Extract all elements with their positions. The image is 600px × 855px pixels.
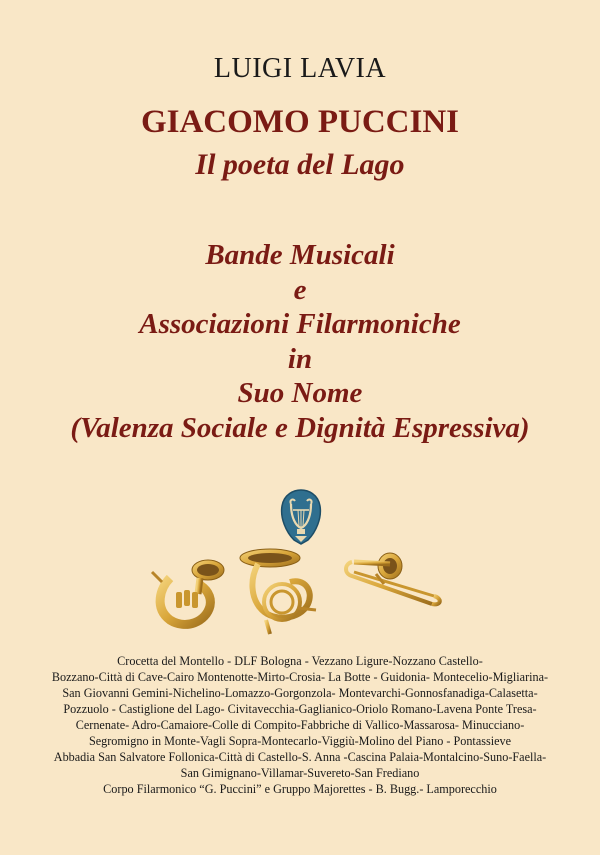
heading-line: Bande Musicali [205,239,395,271]
heading-line: e [293,273,307,306]
band-line: San Giovanni Gemini-Nichelino-Lomazzo-Gorgonzola- Montevarchi-Gonnosfanadiga-Calasetta- [62,686,538,700]
heading-line: in [287,342,313,375]
author-name: LUIGI LAVIA [213,53,387,84]
band-line: Bozzano-Città di Cave-Cairo Montenotte-Mirto-Crosia- La Botte - Guidonia- Montecelio-Migliarina- [51,670,549,684]
trombone-icon [346,553,440,604]
instruments-illustration [140,548,460,638]
book-title: GIACOMO PUCCINI [140,104,460,140]
bands-list [0,653,600,797]
band-line: Segromigno in Monte-Vagli Sopra-Montecarlo-Viggiù-Molino del Piano - Pontassieve [88,734,512,748]
book-subtitle: Il poeta del Lago [195,148,405,181]
lyre-emblem-icon [278,488,324,546]
band-line: Corpo Filarmonico “G. Puccini” e Gruppo Majorettes - B. Bugg.- Lamporecchio [103,782,497,796]
heading-line: Suo Nome [237,377,363,409]
band-line: Abbadia San Salvatore Follonica-Città di Castello-S. Anna -Cascina Palaia-Montalcino-Suno-Faella- [53,750,547,764]
tuba-icon [152,560,224,624]
french-horn-icon [240,549,316,634]
heading-block [0,238,600,445]
band-line: Cernenate- Adro-Camaiore-Colle di Compito-Fabbriche di Vallico-Massarosa- Minucciano- [75,718,525,732]
heading-line: (Valenza Sociale e Dignità Espressiva) [70,411,530,444]
heading-line: Associazioni Filarmoniche [139,308,461,340]
band-line: San Gimignano-Villamar-Suvereto-San Frediano [180,766,420,780]
band-line: Pozzuolo - Castiglione del Lago- Civitavecchia-Gaglianico-Oriolo Romano-Lavena Ponte Tresa- [63,702,537,716]
band-line: Crocetta del Montello - DLF Bologna - Vezzano Ligure-Nozzano Castello- [117,654,483,668]
